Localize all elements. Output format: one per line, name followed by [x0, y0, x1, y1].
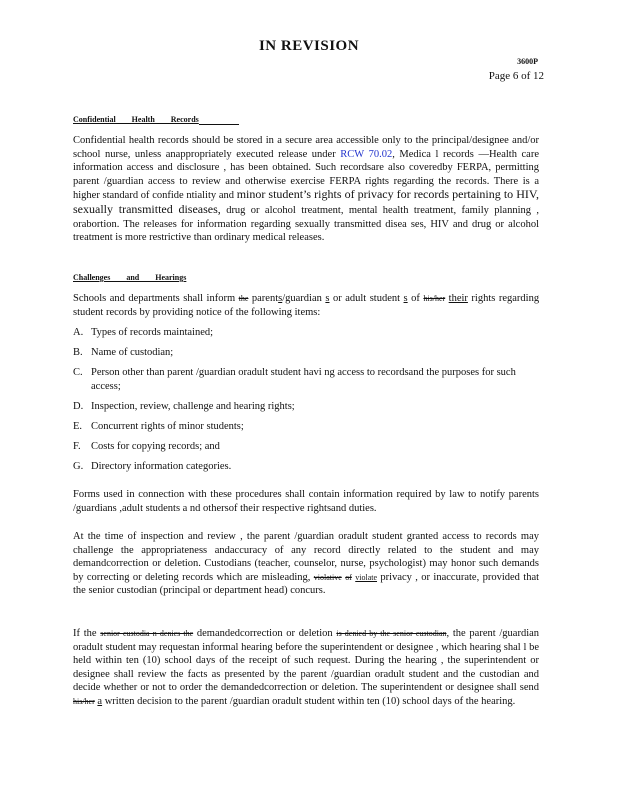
intro-text-5: of: [411, 293, 420, 304]
item-letter: G.: [73, 461, 84, 472]
hearing-text-3: , the parent /guardian oradult student may requestan informal hearing before the superintendent or designee , which hearing shal l be held within ten (10) school days of the receipt of such request. During the hearing , the superintendent or designee shall review the facts as presented by the parent /guardian oradult student and the custodian and decide whether or not to order the demandedcorrection or deletion. The superintendent or designee shall send: [73, 628, 540, 694]
hearing-text-1: If the: [73, 628, 97, 639]
hearing-text-4: written decision to the parent /guardian oradult student within ten (10) school days of the hearing.: [104, 695, 516, 707]
item-text: Person other than parent /guardian oradult student havi ng access to recordsand the purposes for such access;: [91, 367, 516, 392]
item-text: Directory information categories.: [91, 461, 232, 472]
item-letter: D.: [73, 401, 84, 412]
item-letter: A.: [73, 327, 84, 338]
inspection-strike-2: of: [345, 572, 352, 582]
rcw-link[interactable]: RCW 70.02: [340, 148, 393, 160]
item-letter: B.: [73, 347, 83, 358]
item-text: Types of records maintained;: [91, 327, 214, 338]
section-heading-challenges: [73, 273, 186, 282]
notice-items-list: [73, 326, 539, 476]
item-text: Costs for copying records; and: [91, 441, 220, 452]
health-records-paragraph: [73, 134, 539, 245]
intro-strike-1: the: [238, 294, 249, 303]
hearing-paragraph: [73, 627, 539, 709]
inspection-text-1: At the time of inspection and review , the parent /guardian oradult student granted access to records may challenge the appropriateness andaccuracy of any record directly related to the student and may demandcorrection or deletion. Custodians (teacher, counselor, nurse, psychologist) may honor such demands by correcting or deleting records which are misleading,: [73, 531, 539, 583]
hearing-strike-1: senior custodia n denies the: [100, 629, 194, 638]
page-number: Page 6 of 12: [488, 70, 544, 82]
intro-text-1: Schools and departments shall inform: [73, 293, 236, 304]
health-text-emphasis: minor student’s rights of privacy for records pertaining to HIV, sexually transmitted diseases,: [73, 187, 540, 216]
item-letter: C.: [73, 367, 83, 378]
hearing-text-2: demandedcorrection or deletion: [196, 628, 333, 639]
intro-text-3: /guardian: [282, 293, 322, 304]
hearing-strike-2: is denied by the senior custodian: [336, 629, 447, 638]
item-text: Concurrent rights of minor students;: [91, 421, 244, 432]
health-text-2: , Medica l records —Health care information access and disclosure , has been obtained. Such recordsare also coveredby FERPA, permitting parent /guardian access to review and otherwise exercise FERPA rights regarding the records. There is a higher standard of confide ntiality and: [73, 148, 539, 202]
item-letter: F.: [73, 441, 81, 452]
hearing-strike-3: his/her: [73, 696, 95, 706]
inspection-insert-violate: violate: [355, 572, 378, 582]
heading-text: Confidential Health Records: [73, 115, 199, 124]
intro-insert-s1: s: [278, 293, 283, 304]
hearing-insert-a: a: [97, 695, 103, 707]
intro-insert-s2: s: [325, 293, 330, 304]
intro-text-2: parent: [251, 293, 279, 304]
section-heading-health-records: [73, 115, 239, 125]
item-text: Name of custodian;: [91, 347, 174, 358]
inspection-text-2: privacy , or inaccurate, provided that the senior custodian (principal or department head) concurs.: [73, 571, 540, 597]
inspection-strike-1: violative: [313, 572, 342, 582]
intro-strike-2: his/her: [423, 294, 446, 303]
intro-text-6: rights regarding student records by providing notice of the following items:: [73, 293, 540, 318]
intro-insert-s3: s: [403, 293, 408, 304]
heading-underline: [199, 115, 239, 125]
item-text: Inspection, review, challenge and hearing rights;: [91, 401, 295, 412]
document-title: IN REVISION: [258, 38, 360, 54]
inspection-paragraph: [73, 530, 539, 598]
health-text-1: Confidential health records should be stored in a secure area accessible only to the principal/designee and/or school nurse, unless anappropriately executed release under: [73, 135, 539, 160]
forms-paragraph: Forms used in connection with these procedures shall contain information required by law to notify parents /guardians ,adult students a nd othersof their respective rightsand duties.: [73, 489, 539, 514]
intro-insert-their: their: [448, 293, 468, 304]
item-letter: E.: [73, 421, 83, 432]
heading-text: Challenges and Hearings: [73, 273, 187, 282]
policy-number: 3600P: [517, 57, 538, 66]
intro-text-4: or adult student: [332, 293, 401, 304]
challenges-intro: [73, 292, 539, 319]
health-text-3: drug or alcohol treatment, mental health treatment, family planning , orabortion. The releases for information regarding sexually transmitted disea ses, HIV and drug or alcohol treatment is more restrictive than ordinary medical releases.: [73, 204, 539, 244]
